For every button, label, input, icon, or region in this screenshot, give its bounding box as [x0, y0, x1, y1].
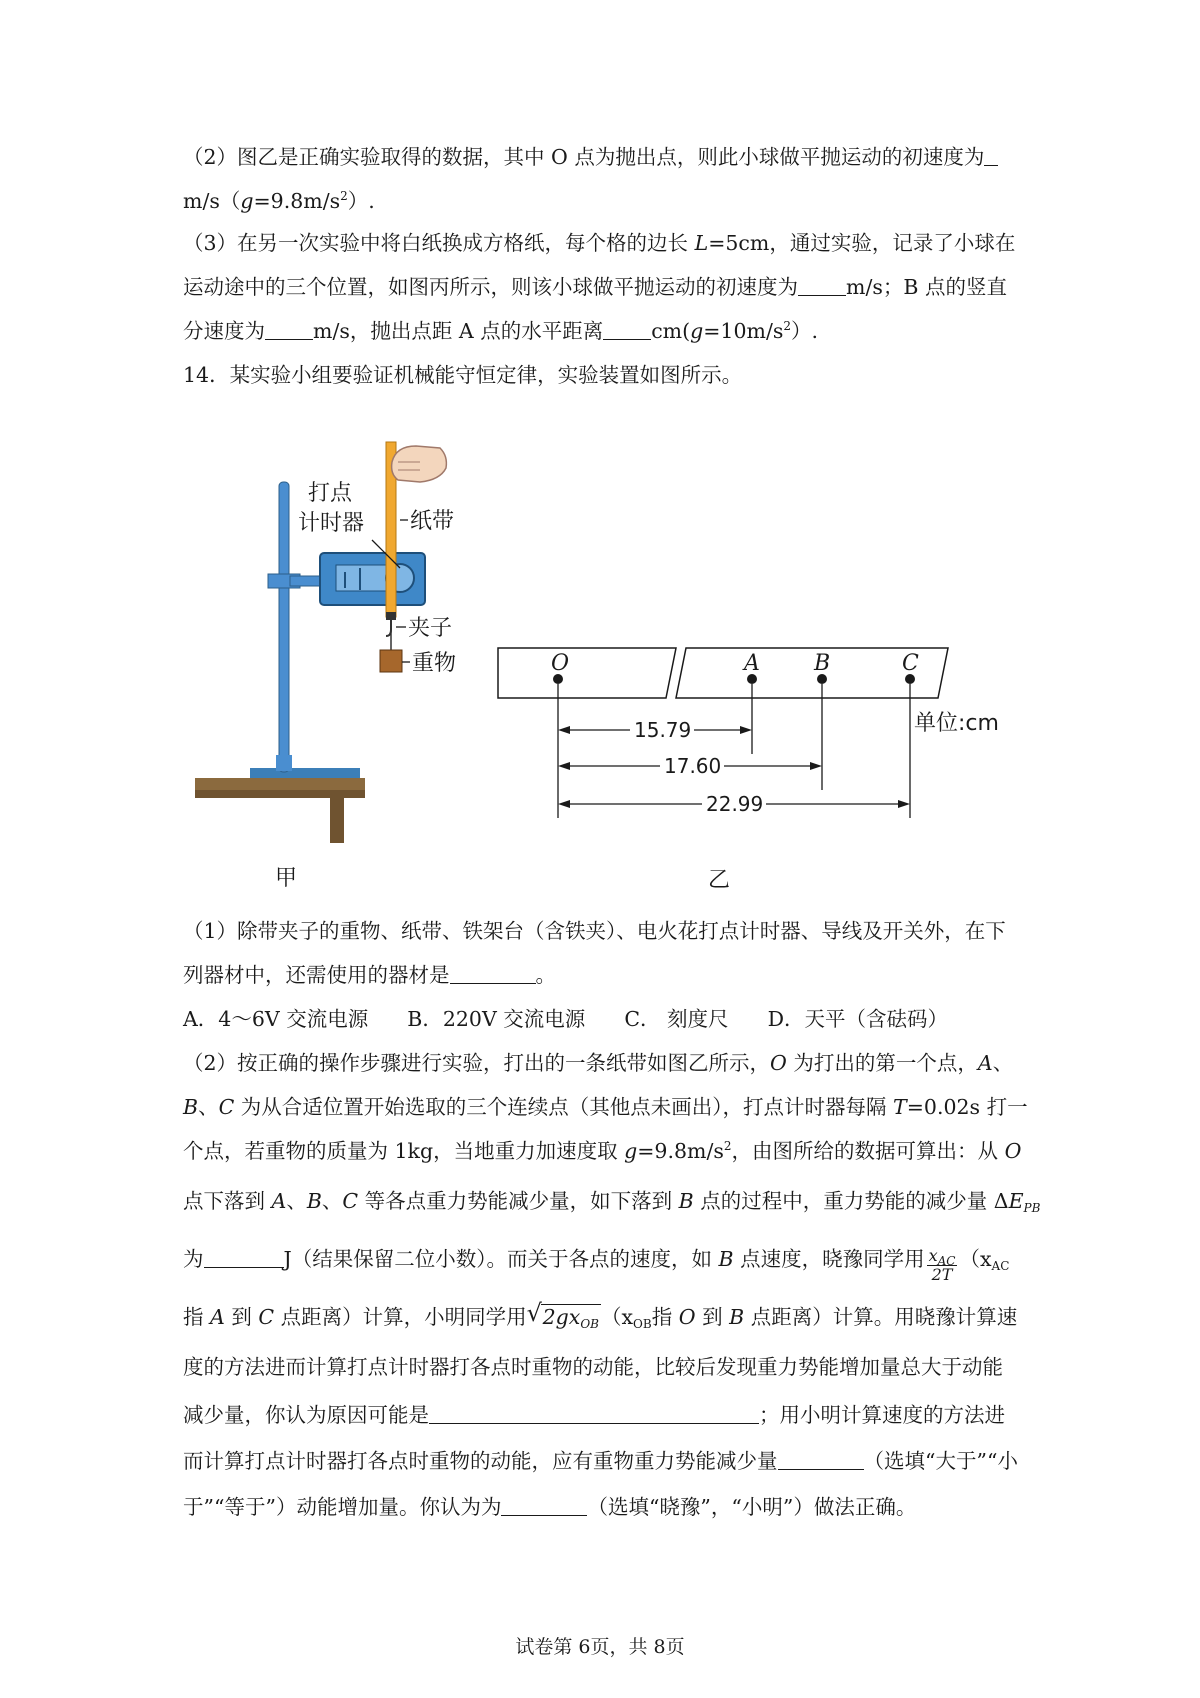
caption-jia: 甲	[275, 866, 298, 891]
option-d[interactable]: D．天平（含砝码）	[767, 1007, 949, 1031]
q13-part3-line1: （3）在另一次实验中将白纸换成方格纸，每个格的边长 L=5cm，通过实验，记录了小球在	[183, 231, 1016, 255]
answer-blank[interactable]	[501, 1495, 587, 1516]
q13-part2-line1: （2）图乙是正确实验取得的数据，其中 O 点为抛出点，则此小球做平抛运动的初速度为	[183, 142, 1033, 172]
distance-ob: 17.60	[664, 754, 722, 778]
unit-label: 单位:cm	[914, 711, 999, 736]
q14-part2-line3: 个点，若重物的质量为 1kg，当地重力加速度取 $g=9.8m/s^2$，由图所给的数据可算出：从 O	[183, 1139, 1022, 1163]
label-weight: 重物	[412, 651, 457, 676]
q14-part2-line8: 减少量，你认为原因可能是 ；用小明计算速度的方法进	[183, 1403, 1005, 1427]
q14-part2-line4: 点下落到 A、B、C 等各点重力势能减少量，如下落到 B 点的过程中，重力势能的减少量 $\Delta E_{PB}$	[183, 1189, 1041, 1215]
label-timer-line1: 打点	[308, 481, 353, 506]
answer-blank[interactable]	[265, 319, 313, 340]
timer-illustration	[320, 553, 425, 605]
q14-stem: 14．某实验小组要验证机械能守恒定律，实验装置如图所示。	[183, 363, 743, 387]
answer-blank[interactable]	[603, 319, 651, 340]
answer-blank[interactable]	[429, 1403, 759, 1424]
q14-part2-line9: 而计算打点计时器打各点时重物的动能，应有重物重力势能减少量 （选填“大于”“小	[183, 1449, 1018, 1473]
page-footer: 试卷第 6页，共 8页	[515, 1636, 685, 1658]
fraction-xac-over-2t: $\frac{x_{AC}}{2T}$	[928, 1246, 956, 1284]
q14-part2-line6: 指 A 到 C 点距离）计算，小明同学用√ $2gx_{OB}(x_{OB}$指 O 到 B 点距离）计算。用晓豫计算速	[183, 1302, 1033, 1332]
table-illustration	[195, 768, 365, 843]
q14-options	[183, 1004, 1033, 1034]
q13-part2-line2: $m/s(g=9.8m/s^2)$.	[183, 189, 375, 213]
sqrt-2gxob: √ $2gx_{OB}$	[527, 1302, 601, 1332]
q14-figure	[0, 400, 1200, 910]
hand-illustration	[392, 446, 447, 482]
caption-yi: 乙	[708, 868, 731, 893]
q14-part2-line2: B、C 为从合适位置开始选取的三个连续点（其他点未画出），打点计时器每隔 T=0.02s 打一	[183, 1095, 1028, 1119]
tape-diagram	[498, 648, 999, 818]
label-timer-line2: 计时器	[298, 511, 365, 536]
q14-part1-line2: 列器材中，还需使用的器材是 。	[183, 963, 556, 987]
answer-blank[interactable]	[798, 275, 846, 296]
option-c[interactable]: C． 刻度尺	[624, 1007, 729, 1031]
tape-label-a: A	[744, 651, 760, 676]
q14-part2-line10: 于”“等于”）动能增加量。你认为为 （选填“晓豫”，“小明”）做法正确。	[183, 1495, 917, 1519]
q14-part1-line1: （1）除带夹子的重物、纸带、铁架台（含铁夹）、电火花打点计时器、导线及开关外，在下	[183, 919, 1006, 943]
q14-part2-line1: （2）按正确的操作步骤进行实验，打出的一条纸带如图乙所示，O 为打出的第一个点，A、	[183, 1051, 1014, 1075]
clip-weight-illustration	[380, 612, 402, 672]
q14-part2-line7: 度的方法进而计算打点计时器打各点时重物的动能，比较后发现重力势能增加量总大于动能	[183, 1355, 1003, 1379]
distance-oc: 22.99	[706, 792, 764, 816]
q13-part3-line3: 分速度为 m/s，抛出点距 A 点的水平距离 $cm(g=10m/s^2)$.	[183, 319, 819, 343]
option-b[interactable]: B．220V 交流电源	[407, 1007, 586, 1031]
answer-blank[interactable]	[204, 1247, 284, 1268]
tape-label-b: B	[814, 651, 831, 676]
q14-part2-line5: 为 J（结果保留二位小数）。而关于各点的速度，如 B 点速度，晓豫同学用 $\frac{x_{AC}}{2T}$ （$x_{AC}$	[183, 1246, 1010, 1284]
tape-label-c: C	[902, 651, 919, 676]
tape-label-o: O	[551, 651, 570, 676]
q13-part3-line2: 运动途中的三个位置，如图丙所示，则该小球做平抛运动的初速度为 m/s；B 点的竖直	[183, 275, 1007, 299]
answer-blank[interactable]	[984, 145, 998, 166]
label-paper-tape: 纸带	[410, 509, 455, 534]
answer-blank[interactable]	[778, 1449, 864, 1470]
label-clip: 夹子	[408, 616, 453, 641]
distance-oa: 15.79	[634, 718, 692, 742]
answer-blank[interactable]	[450, 963, 536, 984]
option-a[interactable]: A．4～6V 交流电源	[183, 1007, 369, 1031]
